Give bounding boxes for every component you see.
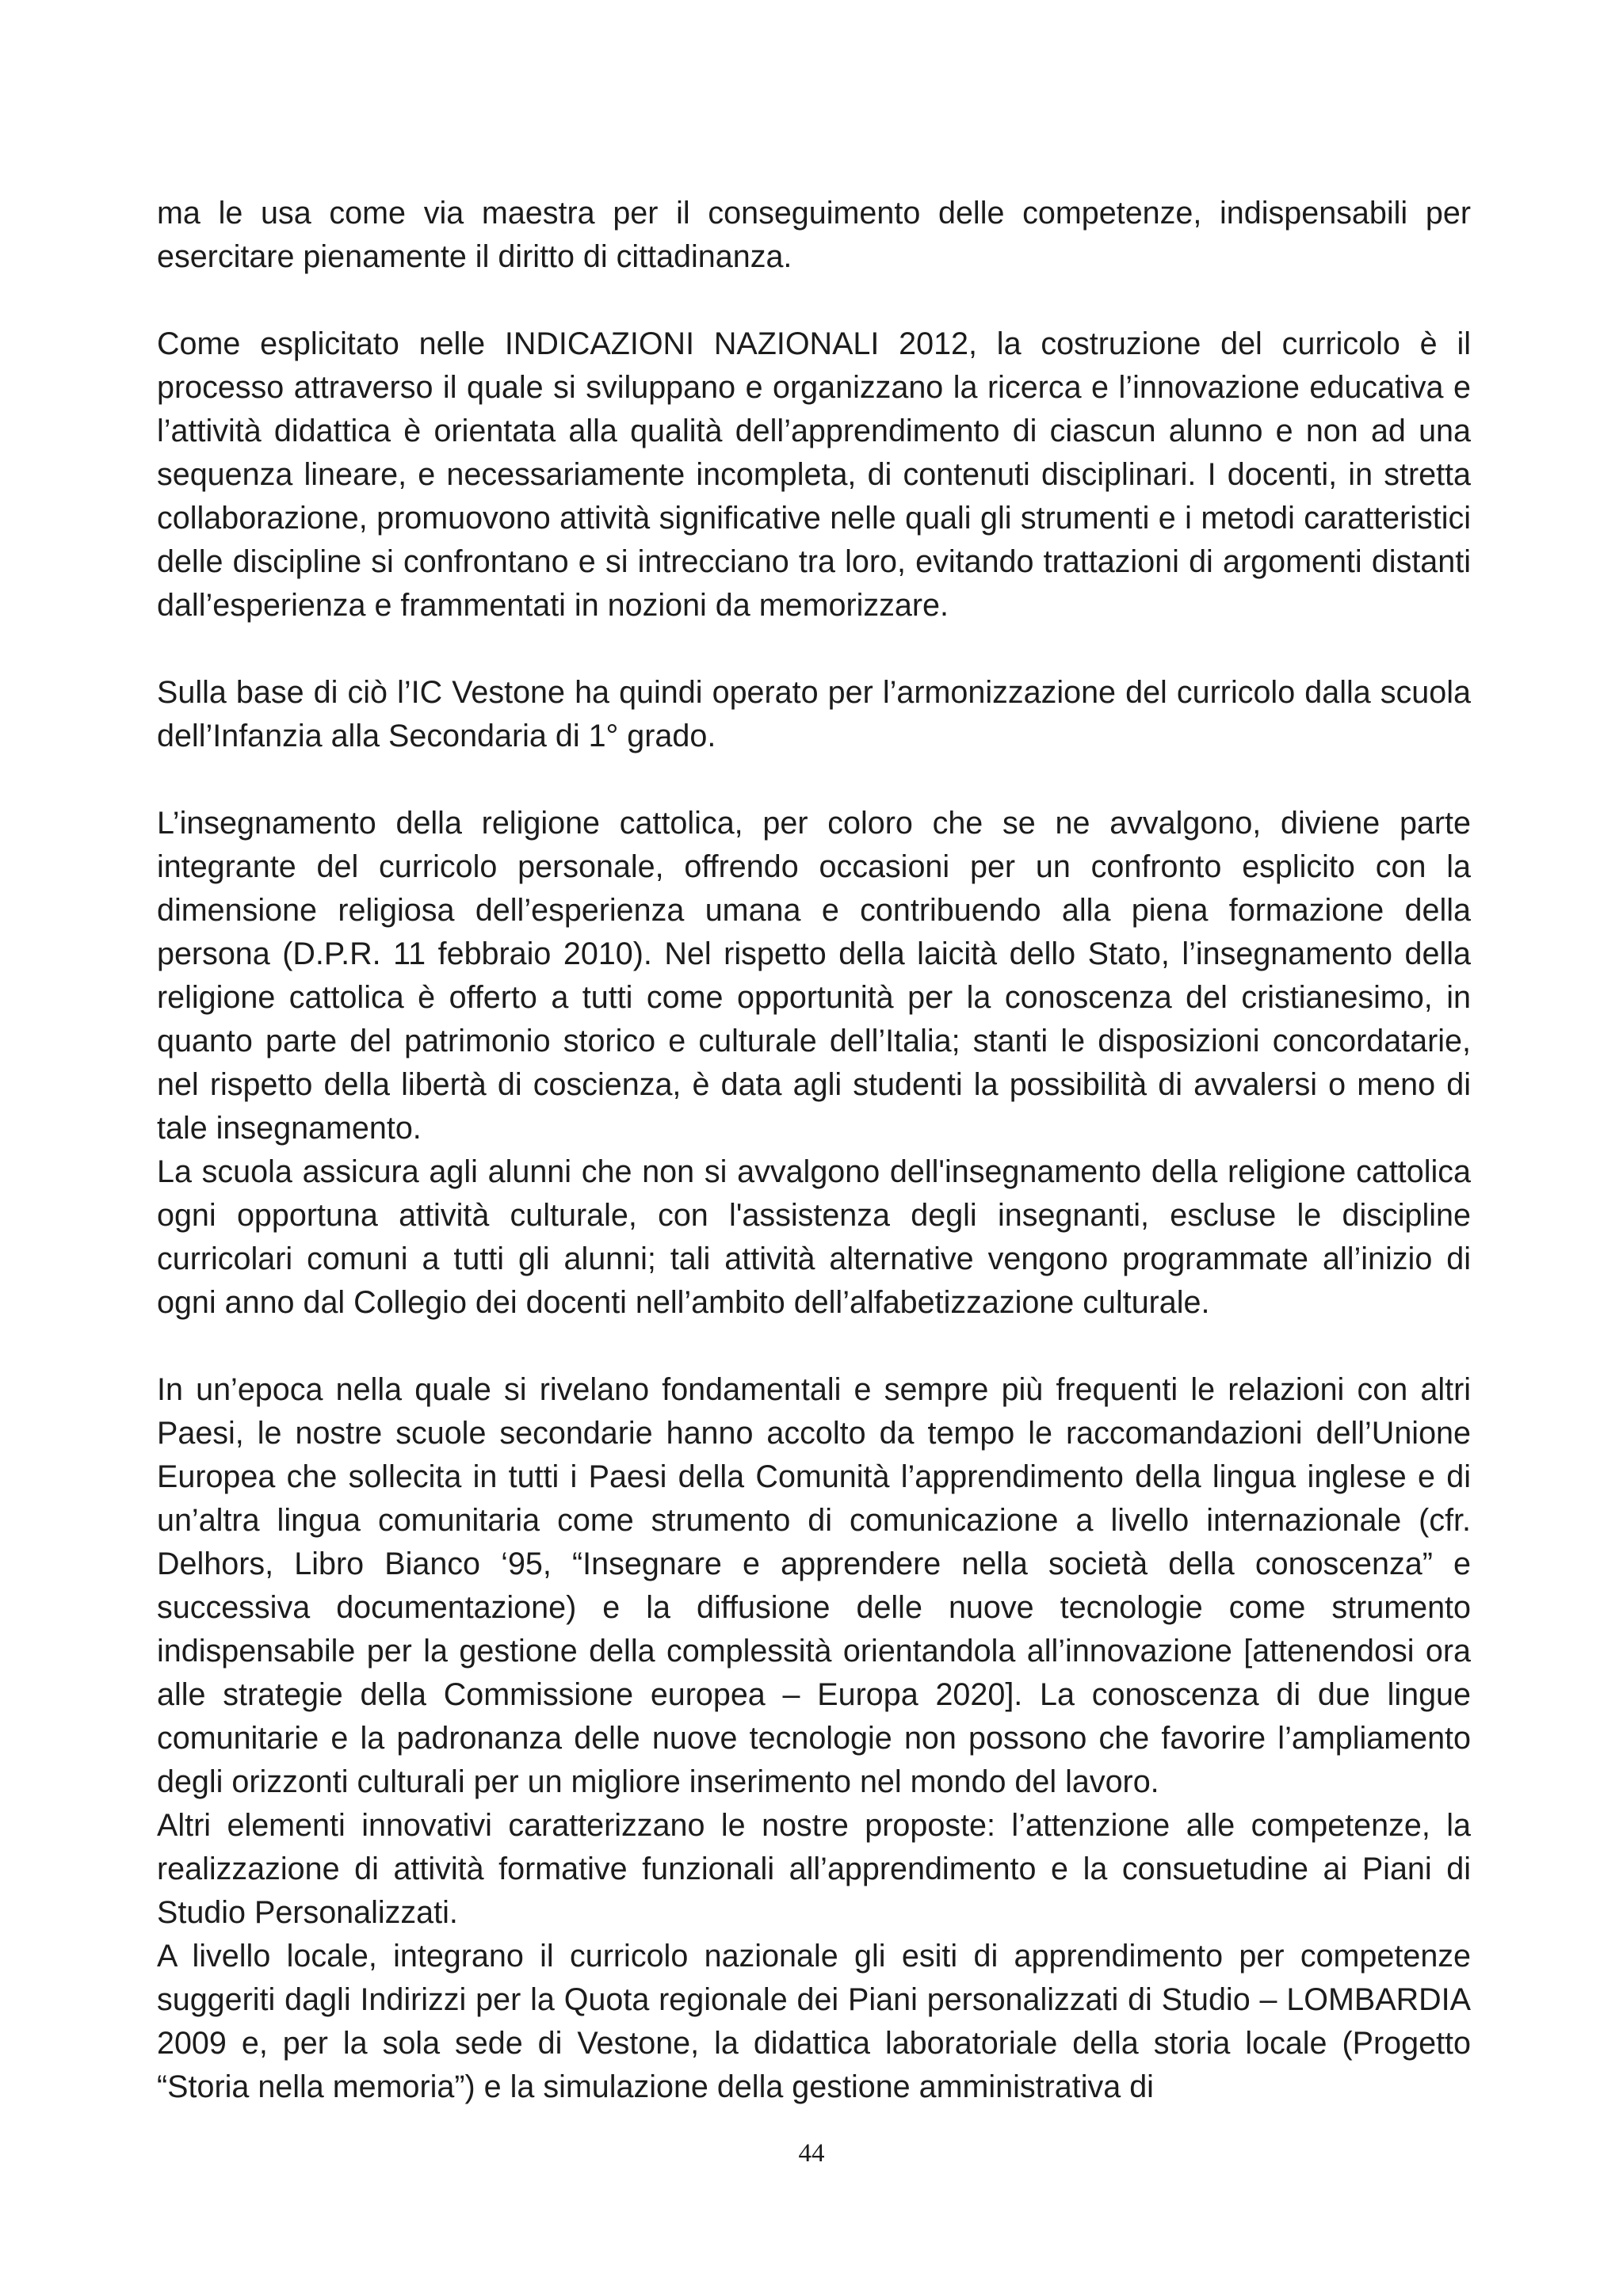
paragraph-4: L’insegnamento della religione cattolica, per coloro che se ne avvalgono, diviene parte integrante del curricolo personale, offrendo occasioni per un confronto esplicito con la dimensione religiosa dell’esperienza umana e contribuendo alla piena formazione della persona (D.P.R. 11 febbraio 2010). Nel rispetto della laicità dello Stato, l’insegnamento della religione cattolica è offerto a tutti come opportunità per la conoscenza del cristianesimo, in quanto parte del patrimonio storico e culturale dell’Italia; stanti le disposizioni concordatarie, nel rispetto della libertà di coscienza, è data agli studenti la possibilità di avvalersi o meno di tale insegnamento. xyxy=(157,806,1471,1146)
page-number: 44 xyxy=(798,2139,825,2168)
paragraph-5: La scuola assicura agli alunni che non si avvalgono dell'insegnamento della religione cattolica ogni opportuna attività culturale, con l'assistenza degli insegnanti, escluse le discipline curricolari comuni a tutti gli alunni; tali attività alternative vengono programmate all’inizio di ogni anno dal Collegio dei docenti nell’ambito dell’alfabetizzazione culturale. xyxy=(157,1154,1471,1320)
paragraph-1: ma le usa come via maestra per il conseguimento delle competenze, indispensabili per esercitare pienamente il diritto di cittadinanza. xyxy=(157,196,1471,274)
paragraph-3: Sulla base di ciò l’IC Vestone ha quindi operato per l’armonizzazione del curricolo dalla scuola dell’Infanzia alla Secondaria di 1° grado. xyxy=(157,675,1471,753)
paragraph-8: A livello locale, integrano il curricolo nazionale gli esiti di apprendimento per competenze suggeriti dagli Indirizzi per la Quota regionale dei Piani personalizzati di Studio – LOMBARDIA 2009 e, per la sola sede di Vestone, la didattica laboratoriale della storia locale (Progetto “Storia nella memoria”) e la simulazione della gestione amministrativa di xyxy=(157,1939,1471,2104)
paragraph-2: Come esplicitato nelle INDICAZIONI NAZIONALI 2012, la costruzione del curricolo è il processo attraverso il quale si sviluppano e organizzano la ricerca e l’innovazione educativa e l’attività didattica è orientata alla qualità dell’apprendimento di ciascun alunno e non ad una sequenza lineare, e necessariamente incompleta, di contenuti disciplinari. I docenti, in stretta collaborazione, promuovono attività significative nelle quali gli strumenti e i metodi caratteristici delle discipline si confrontano e si intrecciano tra loro, evitando trattazioni di argomenti distanti dall’esperienza e frammentati in nozioni da memorizzare. xyxy=(157,326,1471,623)
paragraph-6: In un’epoca nella quale si rivelano fondamentali e sempre più frequenti le relazioni con altri Paesi, le nostre scuole secondarie hanno accolto da tempo le raccomandazioni dell’Unione Europea che sollecita in tutti i Paesi della Comunità l’apprendimento della lingua inglese e di un’altra lingua comunitaria come strumento di comunicazione a livello internazionale (cfr. Delhors, Libro Bianco ‘95, “Insegnare e apprendere nella società della conoscenza” e successiva documentazione) e la diffusione delle nuove tecnologie come strumento indispensabile per la gestione della complessità orientandola all’innovazione [attenendosi ora alle strategie della Commissione europea – Europa 2020]. La conoscenza di due lingue comunitarie e la padronanza delle nuove tecnologie non possono che favorire l’ampliamento degli orizzonti culturali per un migliore inserimento nel mondo del lavoro. xyxy=(157,1372,1471,1799)
body-text xyxy=(157,192,1471,2109)
paragraph-7: Altri elementi innovativi caratterizzano le nostre proposte: l’attenzione alle competenze, la realizzazione di attività formative funzionali all’apprendimento e la consuetudine ai Piani di Studio Personalizzati. xyxy=(157,1808,1471,1930)
